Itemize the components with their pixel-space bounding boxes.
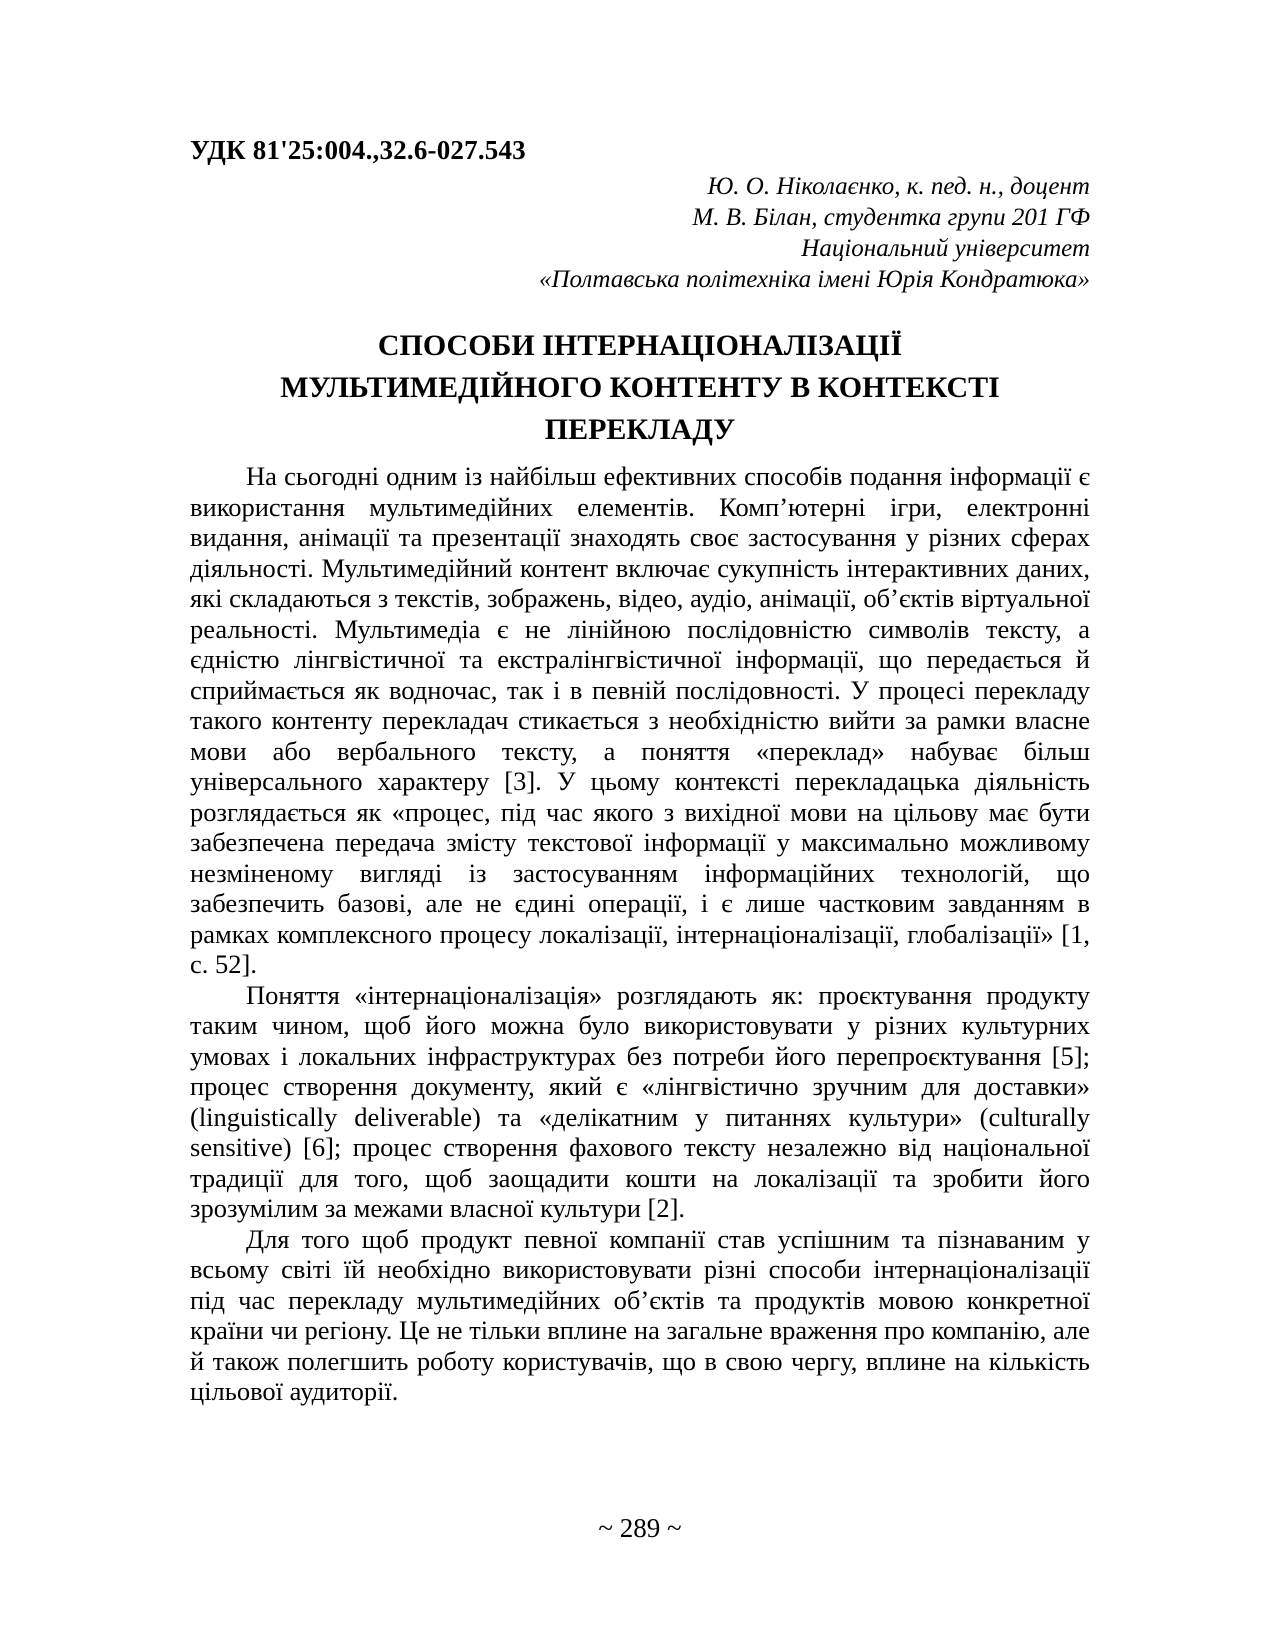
paragraph-3: Для того щоб продукт певної компанії став успішним та пізнаваним у всьому світі їй необхідно використовувати різні способи інтернаціоналізації під час перекладу мультимедійних об’єктів та продуктів мовою конкретної країни чи регіону. Це не тільки вплине на загальне враження про компанію, але й також полегшить роботу користувачів, що в свою чергу, вплине на кількість цільової аудиторії. bbox=[190, 1223, 1090, 1406]
page-number: ~ 289 ~ bbox=[598, 1513, 682, 1543]
article-title-line-3: ПЕРЕКЛАДУ bbox=[544, 413, 736, 446]
author-line-2: М. В. Білан, студентка групи 201 ГФ bbox=[692, 204, 1090, 231]
article-title-line-2: МУЛЬТИМЕДІЙНОГО КОНТЕНТУ В КОНТЕКСТІ bbox=[280, 371, 1000, 404]
paragraph-1: На сьогодні одним із найбільш ефективних способів подання інформації є використання мультимедійних елементів. Комп’ютерні ігри, електронні видання, анімації та презентації знаходять своє застосування у різних сферах діяльності. Мультимедійний контент включає сукупність інтерактивних даних, які складаються з текстів, зображень, відео, аудіо, анімації, об’єктів віртуальної реальності. Мультимедіа є не лінійною послідовністю символів тексту, а єдністю лінгвістичної та екстралінгвістичної інформації, що передається й сприймається як водночас, так і в певній послідовності. У процесі перекладу такого контенту перекладач стикається з необхідністю вийти за рамки власне мови або вербального тексту, а поняття «переклад» набуває більш універсального характеру [3]. У цьому контексті перекладацька діяльність розглядається як «процес, під час якого з вихідної мови на цільову має бути забезпечена передача змісту текстової інформації у максимально можливому незміненому вигляді із застосуванням інформаційних технологій, що забезпечить базові, але не єдині операції, і є лише частковим завданням в рамках комплексного процесу локалізації, інтернаціоналізації, глобалізації» [1, с. 52]. bbox=[190, 461, 1090, 979]
author-block bbox=[190, 171, 1090, 295]
article-title-line-1: СПОСОБИ ІНТЕРНАЦІОНАЛІЗАЦІЇ bbox=[377, 329, 903, 362]
page-content bbox=[190, 133, 1090, 1407]
article-title bbox=[190, 325, 1090, 451]
author-line-1: Ю. О. Ніколаєнко, к. пед. н., доцент bbox=[707, 173, 1090, 200]
article-body bbox=[190, 461, 1090, 1407]
author-line-3: Національний університет bbox=[801, 235, 1090, 262]
udk-code: УДК 81'25:004.,32.6-027.543 bbox=[190, 135, 526, 165]
author-line-4: «Полтавська політехніка імені Юрія Кондратюка» bbox=[539, 266, 1090, 293]
paragraph-2: Поняття «інтернаціоналізація» розглядають як: проєктування продукту таким чином, щоб його можна було використовувати у різних культурних умовах і локальних інфраструктурах без потреби його перепроєктування [5]; процес створення документу, який є «лінгвістично зручним для доставки» (linguistically deliverable) та «делікатним у питаннях культури» (culturally sensitive) [6]; процес створення фахового тексту незалежно від національної традиції для того, щоб заощадити кошти на локалізації та зробити його зрозумілим за межами власної культури [2]. bbox=[190, 979, 1090, 1223]
